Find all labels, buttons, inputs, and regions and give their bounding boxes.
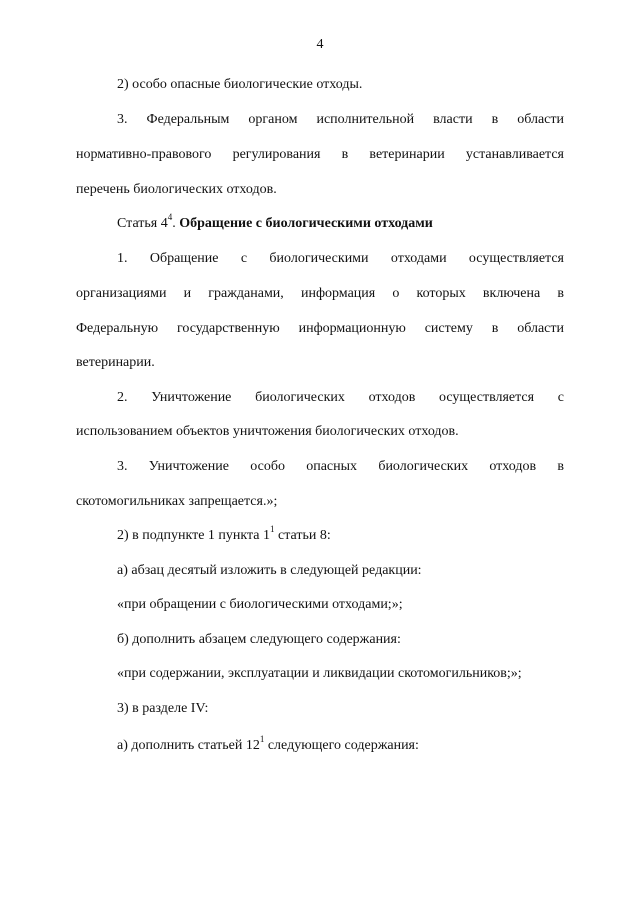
paragraph-line: 3. Федеральным органом исполнительной власти в области (117, 112, 564, 127)
paragraph-line: перечень биологических отходов. (76, 182, 277, 197)
paragraph-line: скотомогильниках запрещается.»; (76, 494, 278, 509)
paragraph-line: использованием объектов уничтожения биологических отходов. (76, 424, 459, 439)
paragraph-line: 3) в разделе IV: (117, 701, 209, 716)
superscript: 1 (270, 524, 275, 535)
line-text: а) дополнить статьей 12 (117, 738, 260, 753)
superscript: 1 (259, 734, 265, 745)
paragraph-line: организациями и гражданами, информация о которых включена в (76, 286, 564, 301)
paragraph-line: 1. Обращение с биологическими отходами осуществляется (117, 251, 564, 266)
paragraph-line: ветеринарии. (76, 355, 155, 370)
superscript: 4 (167, 212, 173, 223)
article-heading (117, 212, 564, 233)
paragraph-line: а) абзац десятый изложить в следующей редакции: (117, 563, 422, 578)
line-text: статьи 8: (274, 528, 331, 543)
line-text: 2) в подпункте 1 пункта 1 (117, 528, 271, 543)
paragraph-line: 2. Уничтожение биологических отходов осуществляется с (117, 390, 564, 405)
line-text: следующего содержания: (264, 738, 419, 753)
paragraph-line: б) дополнить абзацем следующего содержания: (117, 632, 401, 647)
article-heading-prefix: Статья 4 (117, 216, 168, 231)
paragraph-line (117, 524, 564, 545)
paragraph-line: 2) особо опасные биологические отходы. (117, 77, 363, 92)
paragraph-line: «при содержании, эксплуатации и ликвидации скотомогильников;»; (117, 666, 522, 681)
paragraph-line: Федеральную государственную информационную систему в области (76, 321, 564, 336)
paragraph-line: 3. Уничтожение особо опасных биологических отходов в (117, 459, 564, 474)
page-number: 4 (316, 37, 324, 52)
paragraph-line: нормативно-правового регулирования в ветеринарии устанавливается (76, 147, 564, 162)
paragraph-line (117, 734, 564, 755)
paragraph-line: «при обращении с биологическими отходами;»; (117, 597, 403, 612)
article-heading-title: Обращение с биологическими отходами (179, 216, 433, 231)
article-heading-dot: . (172, 216, 180, 231)
